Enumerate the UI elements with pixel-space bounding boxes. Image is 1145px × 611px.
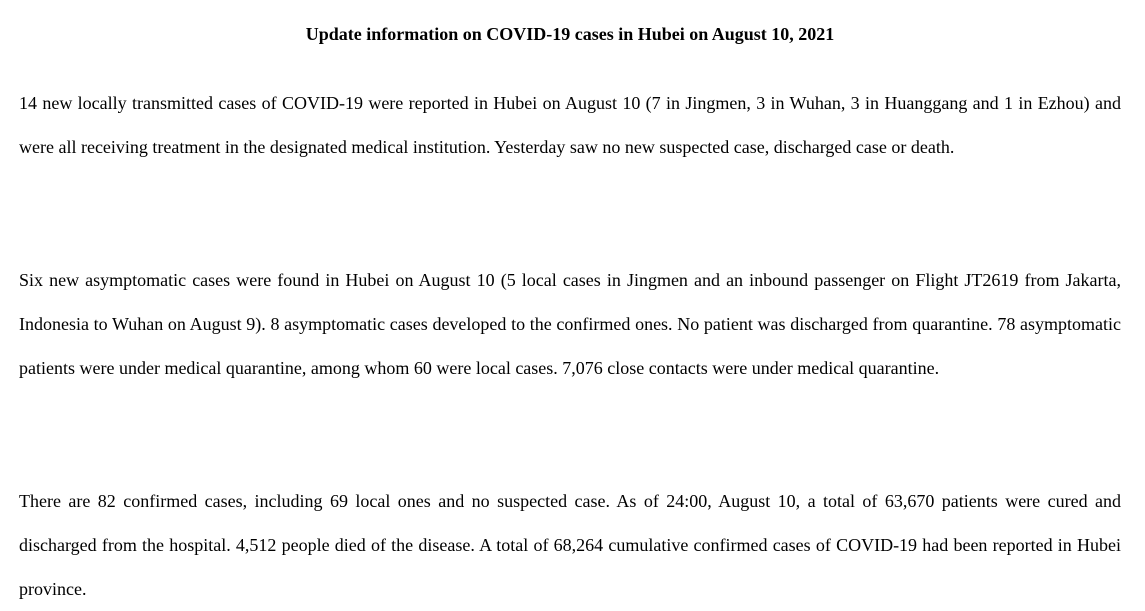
document-title: Update information on COVID-19 cases in Hubei on August 10, 2021: [305, 24, 835, 44]
paragraph-cumulative-totals: There are 82 confirmed cases, including 69 local ones and no suspected case. As of 24:00, August 10, a total of 63,670 patients were cured and discharged from the hospital. 4,512 people died of the disease. A total of 68,264 cumulative confirmed cases of COVID-19 had been reported in Hubei province.: [19, 491, 1121, 599]
paragraph-asymptomatic-cases: Six new asymptomatic cases were found in Hubei on August 10 (5 local cases in Jingmen and an inbound passenger on Flight JT2619 from Jakarta, Indonesia to Wuhan on August 9). 8 asymptomatic cases developed to the confirmed ones. No patient was discharged from quarantine. 78 asymptomatic patients were under medical quarantine, among whom 60 were local cases. 7,076 close contacts were under medical quarantine.: [19, 270, 1121, 378]
paragraph-new-cases: 14 new locally transmitted cases of COVID-19 were reported in Hubei on August 10 (7 in Jingmen, 3 in Wuhan, 3 in Huanggang and 1 in Ezhou) and were all receiving treatment in the designated medical institution. Yesterday saw no new suspected case, discharged case or death.: [19, 93, 1121, 157]
